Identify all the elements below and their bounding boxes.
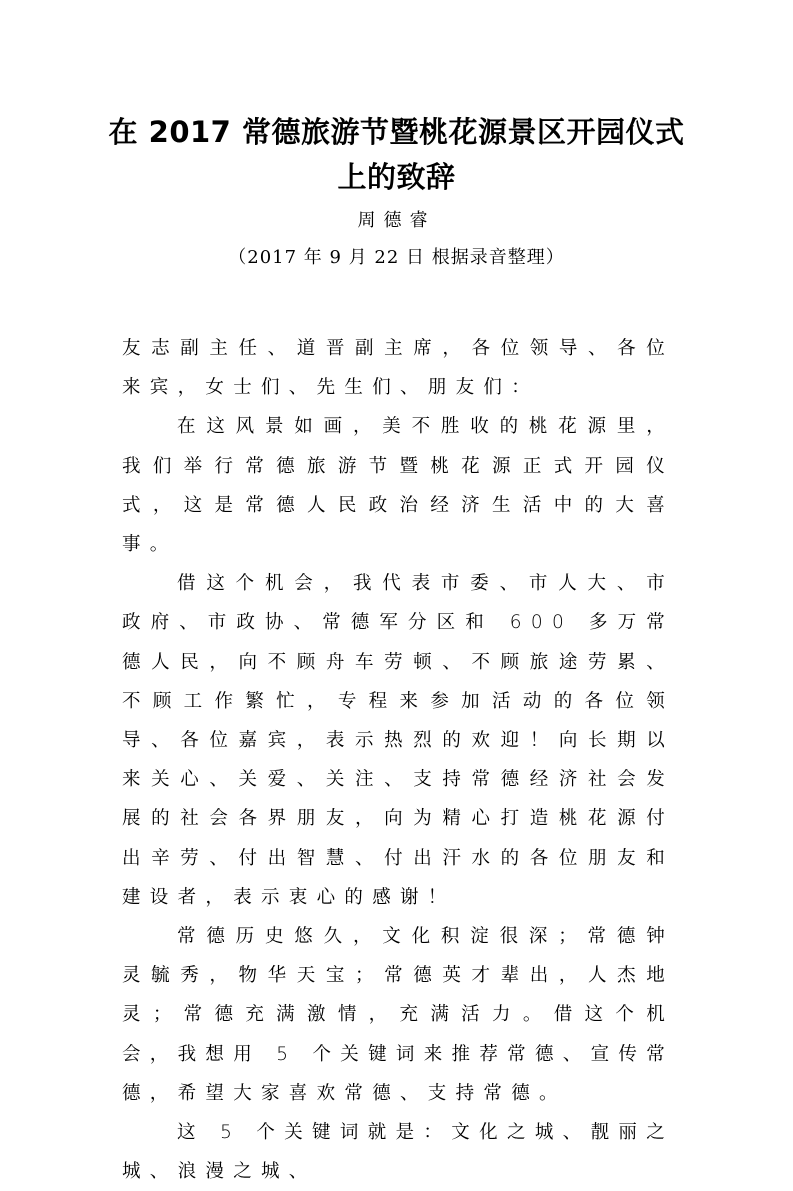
- document-title-line-1: 在 2017 常德旅游节暨桃花源景区开园仪式: [108, 115, 685, 149]
- date-note: （2017 年 9 月 22 日 根据录音整理）: [228, 247, 565, 268]
- paragraph: 在这风景如画，美不胜收的桃花源里，我们举行常德旅游节暨桃花源正式开园仪式，这是常德人民政治经济生活中的大喜事。: [122, 416, 674, 556]
- paragraph: 借这个机会，我代表市委、市人大、市政府、市政协、常德军分区和 600 多万常德人民，向不顾舟车劳顿、不顾旅途劳累、不顾工作繁忙，专程来参加活动的各位领导、各位嘉宾，表示热烈的欢迎！向长期以来关心、关爱、关注、支持常德经济社会发展的社会各界朋友，向为精心打造桃花源付出辛劳、付出智慧、付出汗水的各位朋友和建设者，表示衷心的感谢！: [122, 573, 674, 908]
- document-body: [122, 329, 674, 1191]
- paragraph: 常德历史悠久，文化积淀很深；常德钟灵毓秀，物华天宝；常德英才辈出，人杰地灵；常德充满激情，充满活力。借这个机会，我想用 5 个关键词来推荐常德、宣传常德，希望大家喜欢常德、支持常德。: [122, 926, 674, 1104]
- author-name: 周德睿: [357, 210, 436, 231]
- paragraph-salutation: 友志副主任、道晋副主席，各位领导、各位来宾，女士们、先生们、朋友们：: [122, 338, 674, 399]
- document-title-line-2: 上的致辞: [337, 160, 456, 194]
- paragraph: 这 5 个关键词就是：文化之城、靓丽之城、浪漫之城、: [122, 1122, 674, 1183]
